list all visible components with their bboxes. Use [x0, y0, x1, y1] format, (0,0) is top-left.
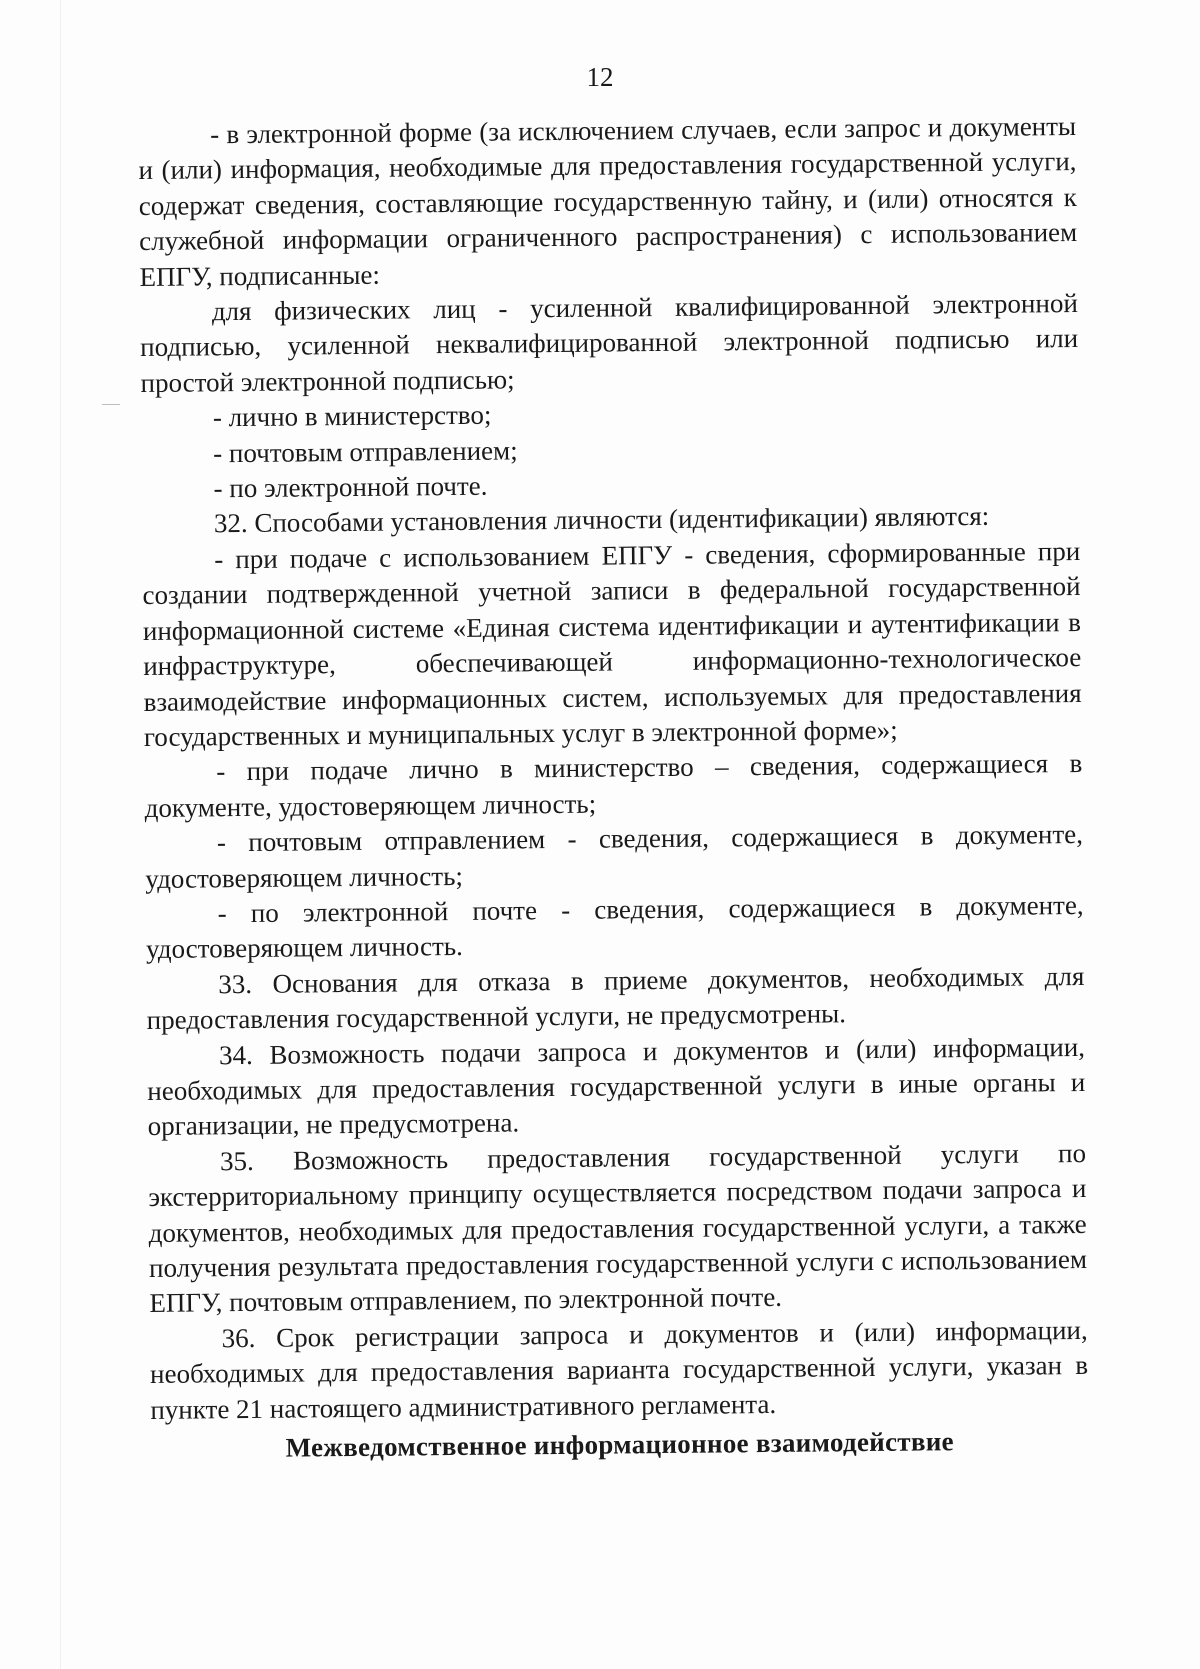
- paragraph-36: 36. Срок регистрации запроса и документов и (или) информации, необходимых для предоставления варианта государственной услуги, указан в пункте 21 настоящего административного регламента.: [149, 1314, 1089, 1425]
- page-number: 12: [586, 62, 614, 92]
- scan-edge-line: [60, 0, 61, 1669]
- scan-mark: [102, 404, 120, 405]
- list-item-postal: - почтовым отправлением;: [213, 435, 518, 468]
- paragraph-33: 33. Основания для отказа в приеме документов, необходимых для предоставления государственной услуги, не предусмотрены.: [146, 960, 1085, 1036]
- paragraph-epgu-identification: - при подаче с использованием ЕПГУ - сведения, сформированные при создании подтвержденной учетной записи в федеральной государственной информационной системе «Единая система идентификации и аутентификации в инфраструктуре, обеспечивающей информационно-технологическое взаимодействие информационных систем, используемых для предоставления государственных и муниципальных услуг в электронной форме»;: [142, 535, 1082, 752]
- paragraph-postal-identification: - почтовым отправлением - сведения, содержащиеся в документе, удостоверяющем личность;: [145, 819, 1084, 894]
- paragraph-34: 34. Возможность подачи запроса и документов и (или) информации, необходимых для предоставления государственной услуги в иные органы и организации, не предусмотрена.: [147, 1031, 1086, 1142]
- list-item-email: - по электронной почте.: [213, 470, 488, 504]
- paragraph-electronic-form: - в электронной форме (за исключением случаев, если запрос и документы и (или) информация, необходимые для предоставления государственной услуги, содержат сведения, составляющие государственную тайну, и (или) относятся к служебной информации ограниченного распространения) с использованием ЕПГУ, подписанные:: [138, 110, 1078, 292]
- paragraph-email-identification: - по электронной почте - сведения, содержащиеся в документе, удостоверяющем личность.: [145, 889, 1084, 965]
- paragraph-physical-persons: для физических лиц - усиленной квалифицированной электронной подписью, усиленной неквалифицированной электронной подписью или простой электронной подписью;: [140, 288, 1079, 398]
- list-item-in-person: - лично в министерство;: [212, 399, 492, 433]
- paragraph-35: 35. Возможность предоставления государственной услуги по экстерриториальному принципу осуществляется посредством подачи запроса и документов, необходимых для предоставления государственной услуги, а также получения результата предоставления государственной услуги с использованием ЕПГУ, почтовым отправлением, по электронной почте.: [148, 1137, 1088, 1319]
- section-heading: Межведомственное информационное взаимодействие: [285, 1426, 955, 1463]
- paragraph-in-person-identification: - при подаче лично в министерство – сведения, содержащиеся в документе, удостоверяющем личность;: [144, 748, 1083, 823]
- document-body: [138, 109, 1089, 1467]
- paragraph-32: 32. Способами установления личности (идентификации) являются:: [213, 501, 990, 539]
